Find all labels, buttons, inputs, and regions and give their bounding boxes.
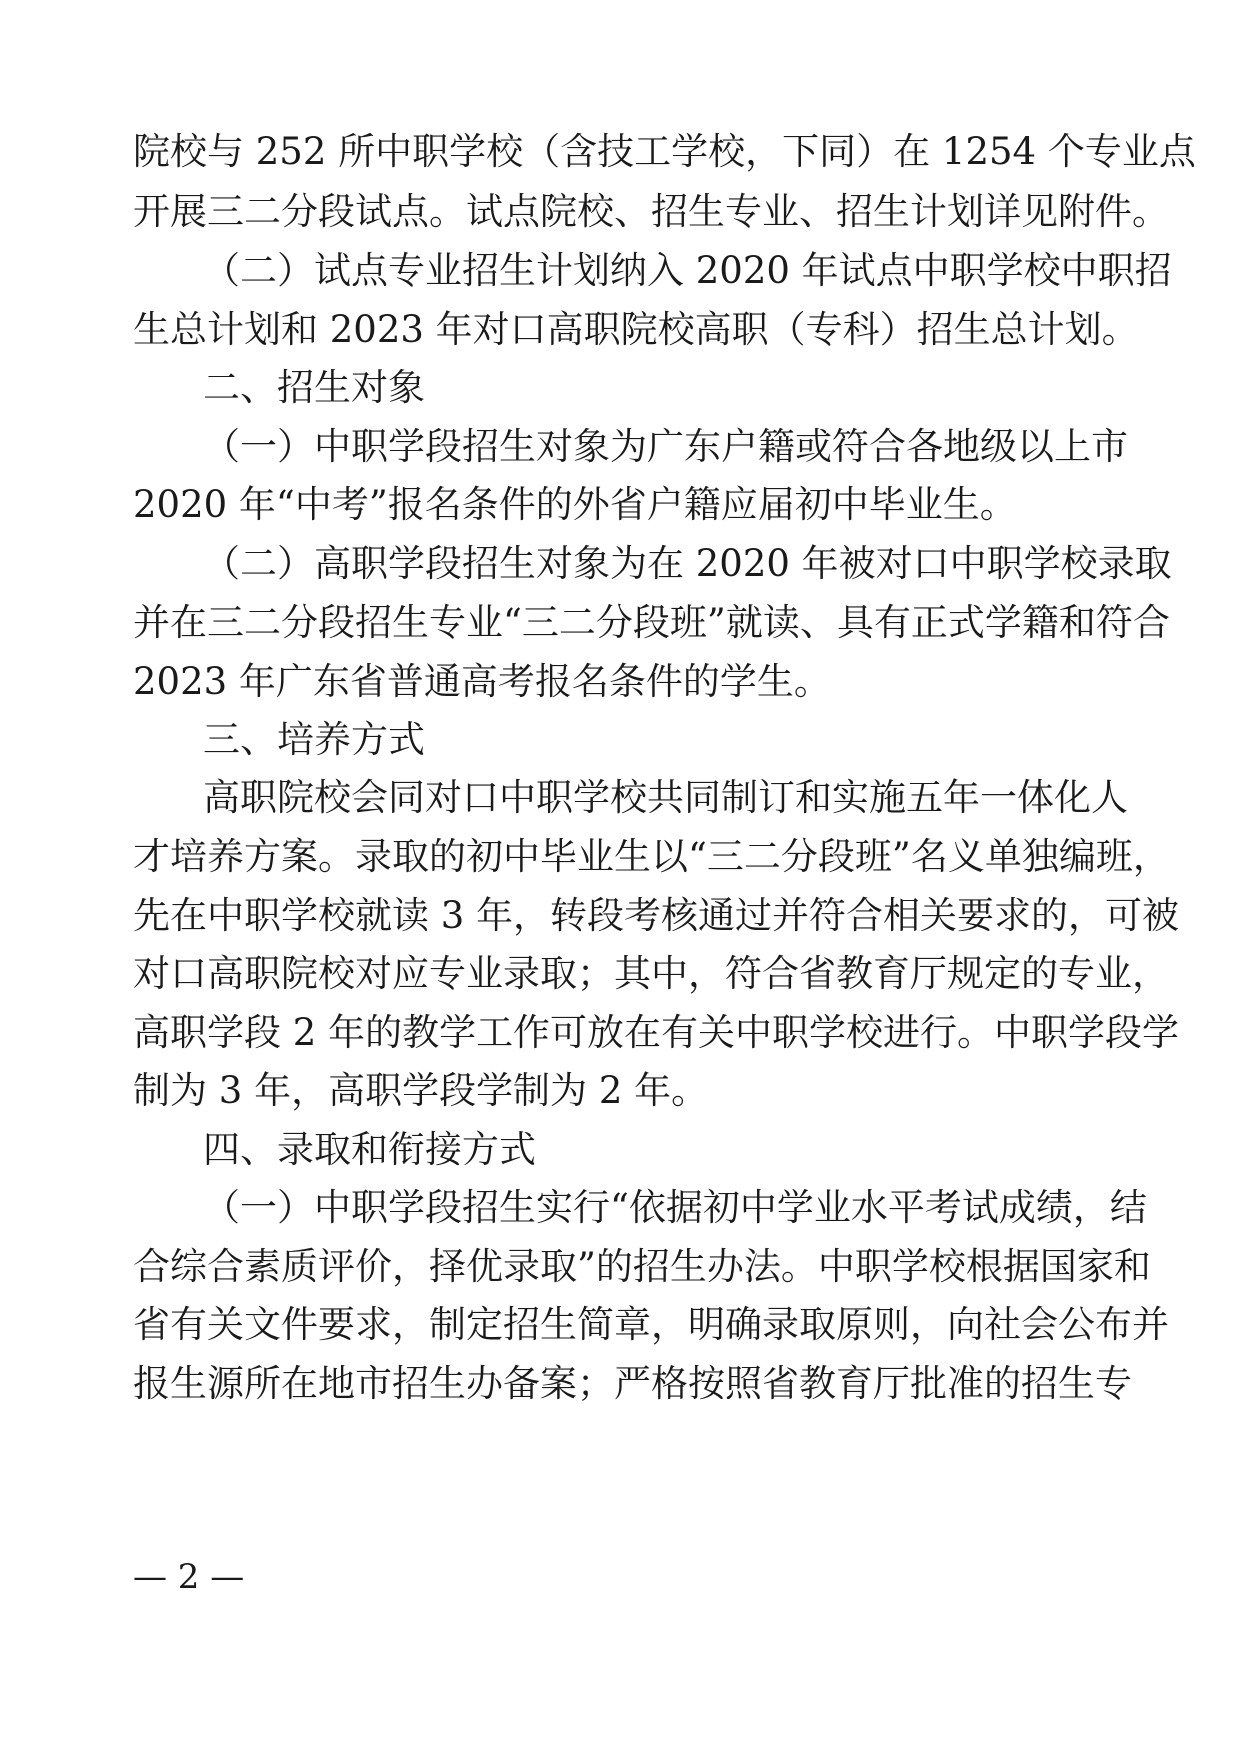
body-line: 对口高职院校对应专业录取；其中，符合省教育厅规定的专业，: [133, 952, 1169, 995]
body-line: （二）高职学段招生对象为在 2020 年被对口中职学校录取: [203, 542, 1172, 585]
body-line: 先在中职学校就读 3 年，转段考核通过并符合相关要求的，可被: [133, 894, 1180, 937]
body-line: 生总计划和 2023 年对口高职院校高职（专科）招生总计划。: [133, 308, 1139, 351]
body-line: 并在三二分段招生专业“三二分段班”就读、具有正式学籍和符合: [133, 601, 1170, 644]
body-line: 2020 年“中考”报名条件的外省户籍应届初中毕业生。: [133, 483, 1017, 526]
page-number: — 2 —: [133, 1557, 245, 1597]
body-line: （二）试点专业招生计划纳入 2020 年试点中职学校中职招: [203, 249, 1172, 292]
body-line: 高职学段 2 年的教学工作可放在有关中职学校进行。中职学段学: [133, 1011, 1180, 1054]
body-line: （一）中职学段招生对象为广东户籍或符合各地级以上市: [203, 425, 1128, 468]
body-line: 合综合素质评价，择优录取”的招生办法。中职学校根据国家和: [133, 1245, 1151, 1288]
section-heading: 四、录取和衔接方式: [203, 1128, 536, 1171]
body-line: 高职院校会同对口中职学校共同制订和实施五年一体化人: [203, 776, 1128, 819]
body-line: 报生源所在地市招生办备案；严格按照省教育厅批准的招生专: [133, 1362, 1132, 1405]
body-line: 2023 年广东省普通高考报名条件的学生。: [133, 660, 831, 703]
section-heading: 三、培养方式: [203, 718, 425, 761]
body-line: 制为 3 年，高职学段学制为 2 年。: [133, 1069, 709, 1112]
section-heading: 二、招生对象: [203, 366, 425, 409]
body-line: （一）中职学段招生实行“依据初中学业水平考试成绩，结: [203, 1186, 1147, 1229]
body-line: 省有关文件要求，制定招生简章，明确录取原则，向社会公布并: [133, 1303, 1169, 1346]
body-line: 才培养方案。录取的初中毕业生以“三二分段班”名义单独编班，: [133, 835, 1170, 878]
body-line: 开展三二分段试点。试点院校、招生专业、招生计划详见附件。: [133, 190, 1169, 233]
body-line: 院校与 252 所中职学校（含技工学校，下同）在 1254 个专业点: [133, 130, 1196, 173]
